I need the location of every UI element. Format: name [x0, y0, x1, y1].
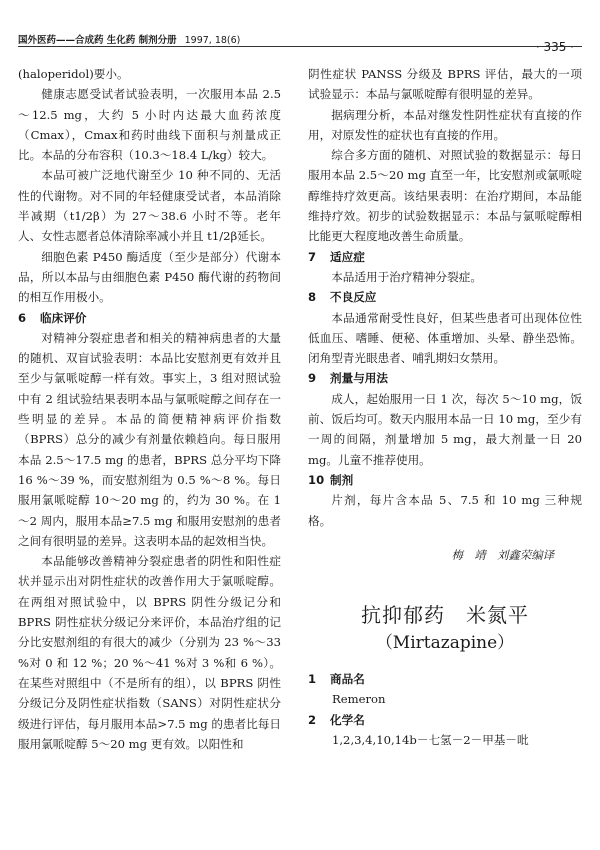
section-number: 6 [18, 310, 27, 325]
section-number: 2 [308, 712, 317, 727]
section-title: 剂量与用法 [330, 371, 388, 386]
section-heading-7 [308, 247, 582, 267]
paragraph: 综合多方面的随机、对照试验的数据显示：每日服用本品 2.5～20 mg 直至一年，比安慰剂或氯哌啶醇维持疗效更高。该结果表明：在治疗期间，本品能维持疗效。初步的试验数据显示：本品与氯哌啶醇相比能更大程度地改善生命质量。 [308, 148, 582, 244]
paragraph: 对精神分裂症患者和相关的精神病患者的大量的随机、双盲试验表明：本品比安慰剂更有效并且至少与氯哌啶醇一样有效。事实上，3 组对照试验中有 2 组试验结果表明本品与氯哌啶醇之间存在一些明显的差异。本品的简便精神病评价指数（BPRS）总分的减少有剂量依赖趋向。每日服用本品 2.5～17.5 mg 的患者，BPRS 总分平均下降 16 %～39 %，而安慰剂组为 0.5 %～8 %。每日服用氯哌啶醇 10～20 mg 的，约为 30 %。在 1～2 周内，服用本品≥7.5 mg 和服用安慰剂的患者之间有很明显的差异。这表明本品的起效相当快。 [18, 330, 281, 548]
paragraph: 片剂，每片含本品 5、7.5 和 10 mg 三种规格。 [308, 493, 582, 528]
left-column [18, 64, 281, 754]
section-number: 10 [308, 472, 325, 487]
journal-name: 国外医药——合成药 生化药 制剂分册 [18, 35, 177, 46]
chemical-name: 1,2,3,4,10,14b－七氢－2－甲基－吡 [332, 733, 529, 748]
section-heading-9 [308, 368, 582, 388]
paragraph: 健康志愿受试者试验表明，一次服用本品 2.5～12.5 mg，大约 5 小时内达最大血药浓度（Cmax），Cmax和药时曲线下面积与剂量成正比。本品的分布容积（10.3～18.4 L/kg）较大。 [18, 87, 281, 163]
trade-name: Remeron [332, 692, 386, 707]
section-title: 不良反应 [330, 290, 377, 305]
section-title: 制剂 [330, 472, 354, 487]
section-title: 临床评价 [40, 310, 87, 325]
section-heading-2 [308, 710, 582, 730]
article-title: 抗抑郁药 米氮平 [361, 603, 529, 628]
author-credit: 梅 靖 刘鑫荣编译 [451, 547, 554, 562]
paragraph: 本品能够改善精神分裂症患者的阴性和阳性症状并显示出对阴性症状的改善作用大于氯哌啶醇。在两组对照试验中，以 BPRS 阴性分级记分和 BPRS 阴性症状分级记分来评价，本品治疗组的记分比安慰剂组的有很大的减少（分别为 23 %～33 %对 0 和 12 %；20 %～41 %对 3 %和 6 %）。在某些对照组中（不是所有的组），以 BPRS 阴性分级记分及阴性症状指数（SANS）对阴性症状分级进行评估，每月服用本品>7.5 mg 的患者比每日服用氯哌啶醇 5～20 mg 更有效。以阳性和 [18, 554, 281, 751]
paragraph: (haloperidol)要小。 [18, 67, 129, 81]
paragraph: 成人，起始服用一日 1 次，每次 5～10 mg，饭前、饭后均可。数天内服用本品一日 10 mg，至少有一周的间隔，剂量增加 5 mg，最大剂量一日 20 mg。儿童不推荐使用。 [308, 391, 582, 467]
section-heading-1 [308, 669, 582, 689]
paragraph: 据病理分析，本品对继发性阴性症状有直接的作用，对原发性的症状也有直接的作用。 [308, 107, 582, 142]
article-subtitle: （Mirtazapine） [375, 633, 515, 654]
header-rule [18, 46, 582, 47]
paragraph: 细胞色素 P450 酶适度（至少是部分）代谢本品，所以本品与由细胞色素 P450 酶代谢的药物间的相互作用极小。 [18, 249, 281, 305]
paragraph: 本品适用于治疗精神分裂症。 [331, 269, 482, 284]
section-number: 7 [308, 249, 317, 264]
journal-volume: 1997, 18(6) [184, 35, 241, 46]
paragraph: 本品通常耐受性良好，但某些患者可出现体位性低血压、嗜睡、便秘、体重增加、头晕、静坐恐怖。闭角型青光眼患者、哺乳期妇女禁用。 [308, 310, 582, 366]
section-number: 8 [308, 290, 317, 305]
paragraph: 本品可被广泛地代谢至少 10 种不同的、无活性的代谢物。对不同的年轻健康受试者，本品消除半减期（t1/2β）为 27～38.6 小时不等。老年人、女性志愿者总体清除率减小并且 t1/2β延长。 [18, 168, 281, 244]
page-number: · 335 · [535, 40, 574, 54]
section-number: 9 [308, 371, 317, 386]
section-heading-8 [308, 287, 582, 307]
page-header [18, 10, 582, 54]
section-heading-6 [18, 308, 281, 328]
section-title: 商品名 [330, 672, 365, 687]
section-heading-10 [308, 470, 582, 490]
journal-title [18, 32, 240, 46]
section-title: 化学名 [330, 712, 365, 727]
section-title: 适应症 [330, 249, 365, 264]
paragraph: 阴性症状 PANSS 分级及 BPRS 评估，最大的一项试验显示：本品与氯哌啶醇有很明显的差异。 [308, 67, 582, 102]
section-number: 1 [308, 672, 317, 687]
right-column [308, 64, 582, 750]
